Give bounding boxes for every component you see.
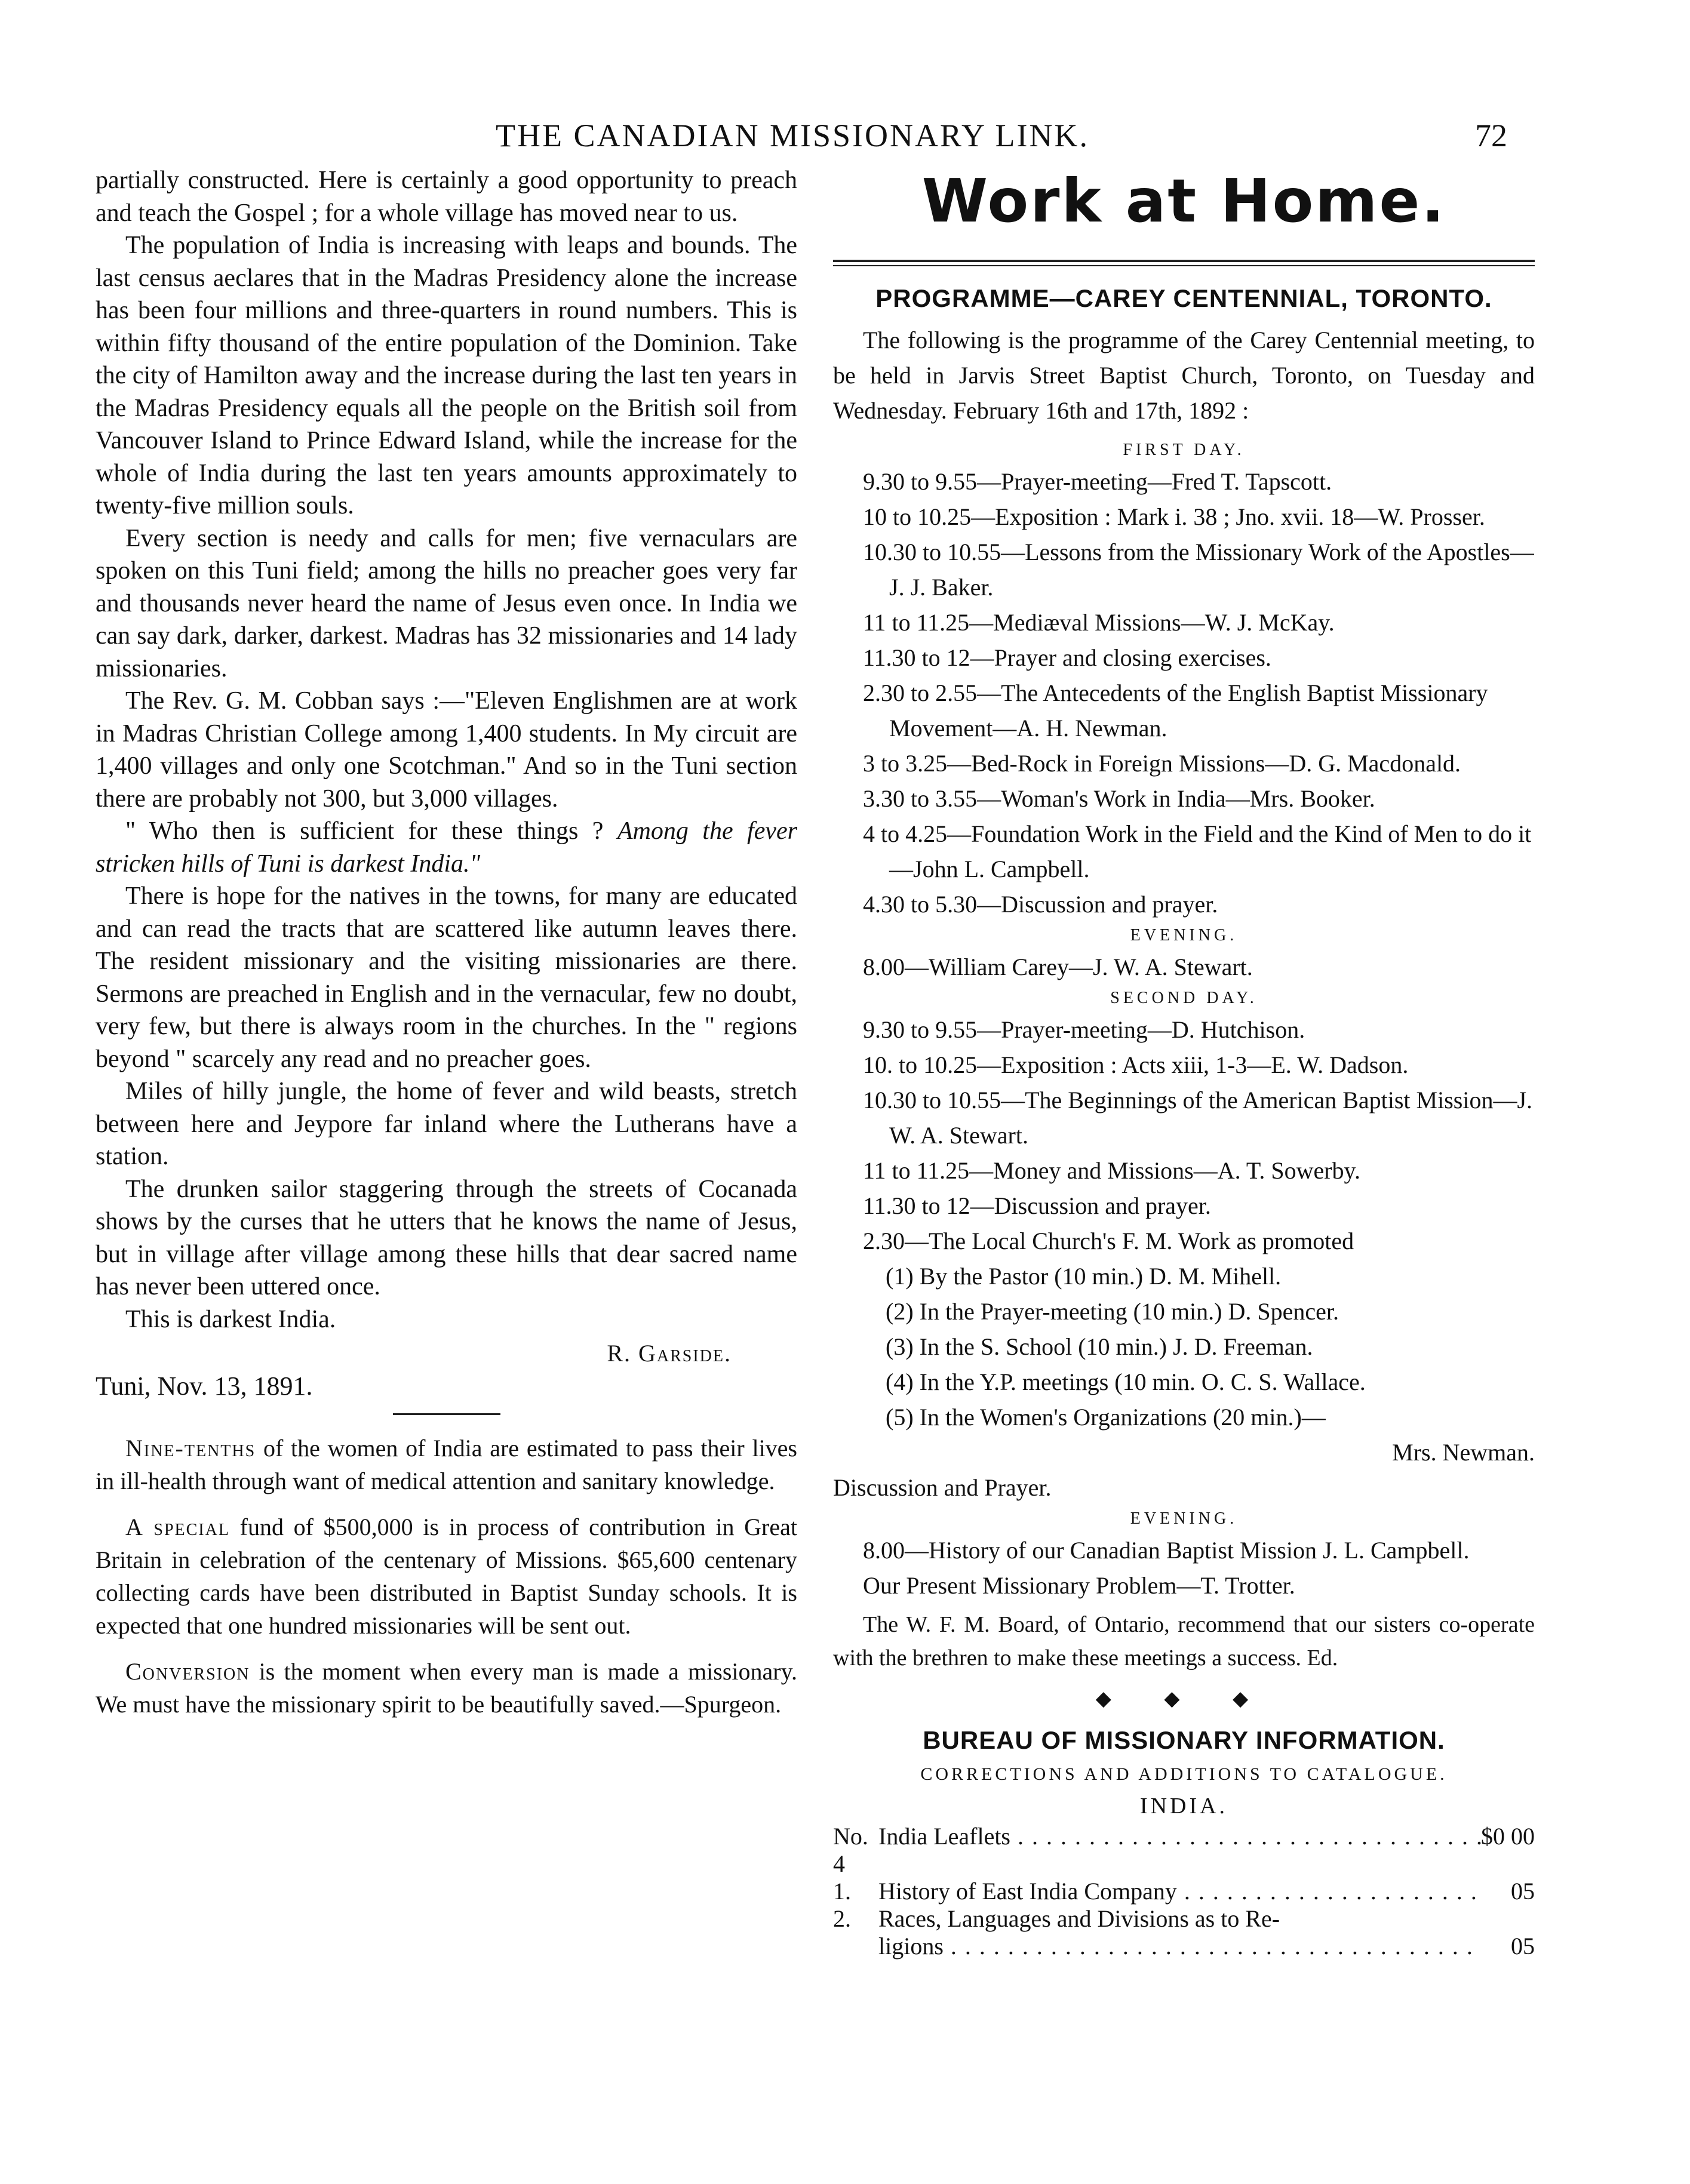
catalogue-number: 1.: [833, 1878, 851, 1905]
paragraph: The population of India is increasing with leaps and bounds. The last census aeclares that in the Madras Presidency alone the increase has been four millions and three-quarters in round numbers. This is within fifty thousand of the entire population of the Dominion. Take the city of Hamilton away and the increase during the last ten years in the Madras Presidency equals all the people on the British soil from Vancouver Island to Prince Edward Island, while the increase for the whole of India during the last ten years amounts approximately to twenty-five million souls.: [96, 232, 797, 519]
quote-paragraph: [96, 815, 797, 880]
programme-item: 2.30—The Local Church's F. M. Work as promoted: [863, 1228, 1354, 1254]
ornament-divider: ◆ ◆ ◆: [1095, 1688, 1273, 1710]
news-note: [96, 1655, 797, 1721]
page-header: [0, 117, 1690, 159]
programme-subitem: (1) By the Pastor (10 min.) D. M. Mihell.: [886, 1263, 1282, 1290]
programme-item: 3.30 to 3.55—Woman's Work in India—Mrs. Booker.: [863, 785, 1375, 812]
discussion-line: Discussion and Prayer.: [833, 1474, 1052, 1501]
programme-item: 9.30 to 9.55—Prayer-meeting—D. Hutchison.: [863, 1016, 1305, 1043]
news-note: [96, 1432, 797, 1497]
programme-item: 10.30 to 10.55—Lessons from the Missionary Work of the Apostles—J. J. Baker.: [863, 539, 1534, 601]
note-text: fund of $500,000 is in process of contribution in Great Britain in celebration of the centenary of Missions. $65,600 centenary collecting cards have been distributed in Baptist Sunday schools. It is expected that one hundred missionaries will be sent out.: [96, 1514, 797, 1639]
evening-label: EVENING.: [1130, 926, 1238, 945]
catalogue-row: [833, 1905, 1535, 1933]
note-lead: Nine-tenths: [125, 1435, 256, 1462]
bureau-region: INDIA.: [1139, 1794, 1228, 1819]
quote-italic: Among the fever stricken hills of Tuni is darkest India.": [96, 817, 797, 878]
programme-item: 4 to 4.25—Foundation Work in the Field and the Kind of Men to do it—John L. Campbell.: [863, 820, 1532, 882]
programme-item: 11 to 11.25—Money and Missions—A. T. Sowerby.: [863, 1157, 1360, 1184]
paragraph: The drunken sailor staggering through the streets of Cocanada shows by the curses that he utters that he knows the name of Jesus, but in village after village among these hills that dear sacred name has never been uttered once.: [96, 1175, 797, 1300]
paragraph: Every section is needy and calls for men; five vernaculars are spoken on this Tuni field; among the hills no preacher goes very far and thousands never heard the name of Jesus even once. In India we can say dark, darker, darkest. Madras has 32 missionaries and 14 lady missionaries.: [96, 524, 797, 682]
evening-label: EVENING.: [1130, 1509, 1238, 1528]
catalogue-price: 05: [1511, 1878, 1535, 1905]
programme-item: 3 to 3.25—Bed-Rock in Foreign Missions—D. G. Macdonald.: [863, 750, 1461, 777]
subitem-text: (5) In the Women's Organizations (20 min.)—: [886, 1404, 1326, 1431]
note-text: of the women of India are estimated to pass their lives in ill-health through want of medical attention and sanitary knowledge.: [96, 1435, 797, 1494]
programme-item: 2.30 to 2.55—The Antecedents of the English Baptist Missionary Movement—A. H. Newman.: [863, 679, 1488, 742]
page-number: 72: [1475, 118, 1507, 153]
programme-item: 10. to 10.25—Exposition : Acts xiii, 1-3—E. W. Dadson.: [863, 1051, 1409, 1078]
catalogue-row: [833, 1823, 1535, 1878]
masthead-rule: [833, 260, 1535, 266]
left-column: [96, 164, 797, 1734]
divider-rule: [393, 1413, 500, 1415]
bureau-subtitle: CORRECTIONS AND ADDITIONS TO CATALOGUE.: [920, 1764, 1448, 1784]
programme-subitem: [886, 1399, 1535, 1470]
bureau-title: BUREAU OF MISSIONARY INFORMATION.: [923, 1726, 1445, 1754]
programme-title: PROGRAMME—CAREY CENTENNIAL, TORONTO.: [875, 284, 1492, 312]
catalogue-row: [833, 1878, 1535, 1905]
programme-item: 11 to 11.25—Mediæval Missions—W. J. McKay.: [863, 609, 1335, 636]
news-note: [96, 1511, 797, 1642]
programme-item: 8.00—History of our Canadian Baptist Mission J. L. Campbell.: [863, 1537, 1470, 1564]
running-title: THE CANADIAN MISSIONARY LINK.: [496, 118, 1089, 153]
editor-note: The W. F. M. Board, of Ontario, recommend that our sisters co-operate with the brethren to make these meetings a success. Ed.: [833, 1612, 1535, 1671]
right-column: [833, 164, 1535, 1960]
catalogue-title: Races, Languages and Divisions as to Re-: [878, 1905, 1280, 1932]
catalogue-title: ligions . . .: [878, 1933, 1481, 1960]
programme-item: 11.30 to 12—Prayer and closing exercises.: [863, 644, 1271, 671]
programme-subitem: (4) In the Y.P. meetings (10 min. O. C. S. Wallace.: [886, 1368, 1366, 1395]
day-label: FIRST DAY.: [1123, 441, 1245, 459]
day-label: SECOND DAY.: [1110, 989, 1258, 1007]
note-text: is the moment when every man is made a missionary. We must have the missionary spirit to be beautifully saved.—Spurgeon.: [96, 1658, 797, 1718]
programme-item: 10.30 to 10.55—The Beginnings of the American Baptist Mission—J. W. A. Stewart.: [863, 1087, 1533, 1149]
paragraph: This is darkest India.: [125, 1305, 336, 1333]
paragraph: partially constructed. Here is certainly a good opportunity to preach and teach the Gospel ; for a whole village has moved near to us.: [96, 167, 797, 227]
programme-item: 8.00—William Carey—J. W. A. Stewart.: [863, 953, 1253, 980]
paragraph: Miles of hilly jungle, the home of fever and wild beasts, stretch between here and Jeypore far inland where the Lutherans have a station.: [96, 1078, 797, 1170]
quote-text: " Who then is sufficient for these things ?: [125, 817, 617, 845]
programme-subitem: (3) In the S. School (10 min.) J. D. Freeman.: [886, 1333, 1313, 1360]
note-lead: A special: [125, 1514, 230, 1540]
section-masthead: Work at Home.: [921, 166, 1446, 236]
programme-item: Our Present Missionary Problem—T. Trotter.: [863, 1572, 1295, 1599]
programme-subitem: (2) In the Prayer-meeting (10 min.) D. Spencer.: [886, 1298, 1339, 1325]
dateline: Tuni, Nov. 13, 1891.: [96, 1371, 313, 1401]
programme-item: 9.30 to 9.55—Prayer-meeting—Fred T. Tapscott.: [863, 468, 1332, 495]
catalogue-price: 05: [1511, 1933, 1535, 1960]
subitem-speaker: Mrs. Newman.: [1392, 1439, 1535, 1466]
catalogue-number: 2.: [833, 1905, 851, 1932]
paragraph: The Rev. G. M. Cobban says :—"Eleven Englishmen are at work in Madras Christian College among 1,400 students. In My circuit are 1,400 villages and only one Scotchman." And so in the Tuni section there are probably not 300, but 3,000 villages.: [96, 687, 797, 813]
programme-item: 11.30 to 12—Discussion and prayer.: [863, 1192, 1211, 1219]
author-signature: R. Garside.: [607, 1340, 732, 1367]
catalogue-title: History of East India Company . . .: [878, 1878, 1481, 1905]
programme-intro: The following is the programme of the Carey Centennial meeting, to be held in Jarvis Street Baptist Church, Toronto, on Tuesday and Wednesday. February 16th and 17th, 1892 :: [833, 327, 1535, 424]
catalogue-number: No. 4: [833, 1823, 868, 1877]
catalogue-price: $0 00: [1481, 1823, 1535, 1850]
paragraph: There is hope for the natives in the towns, for many are educated and can read the tracts that are scattered like autumn leaves there. The resident missionary and the visiting missionaries are there. Sermons are preached in English and in the vernacular, few no doubt, very few, but there is always room in the churches. In the " regions beyond " scarcely any read and no preacher goes.: [96, 882, 797, 1073]
programme-item: 4.30 to 5.30—Discussion and prayer.: [863, 891, 1218, 918]
programme-item: 10 to 10.25—Exposition : Mark i. 38 ; Jno. xvii. 18—W. Prosser.: [863, 503, 1485, 530]
note-lead: Conversion: [125, 1658, 250, 1685]
catalogue-row-continued: [878, 1933, 1535, 1960]
catalogue-title: India Leaflets . . .: [878, 1823, 1481, 1878]
